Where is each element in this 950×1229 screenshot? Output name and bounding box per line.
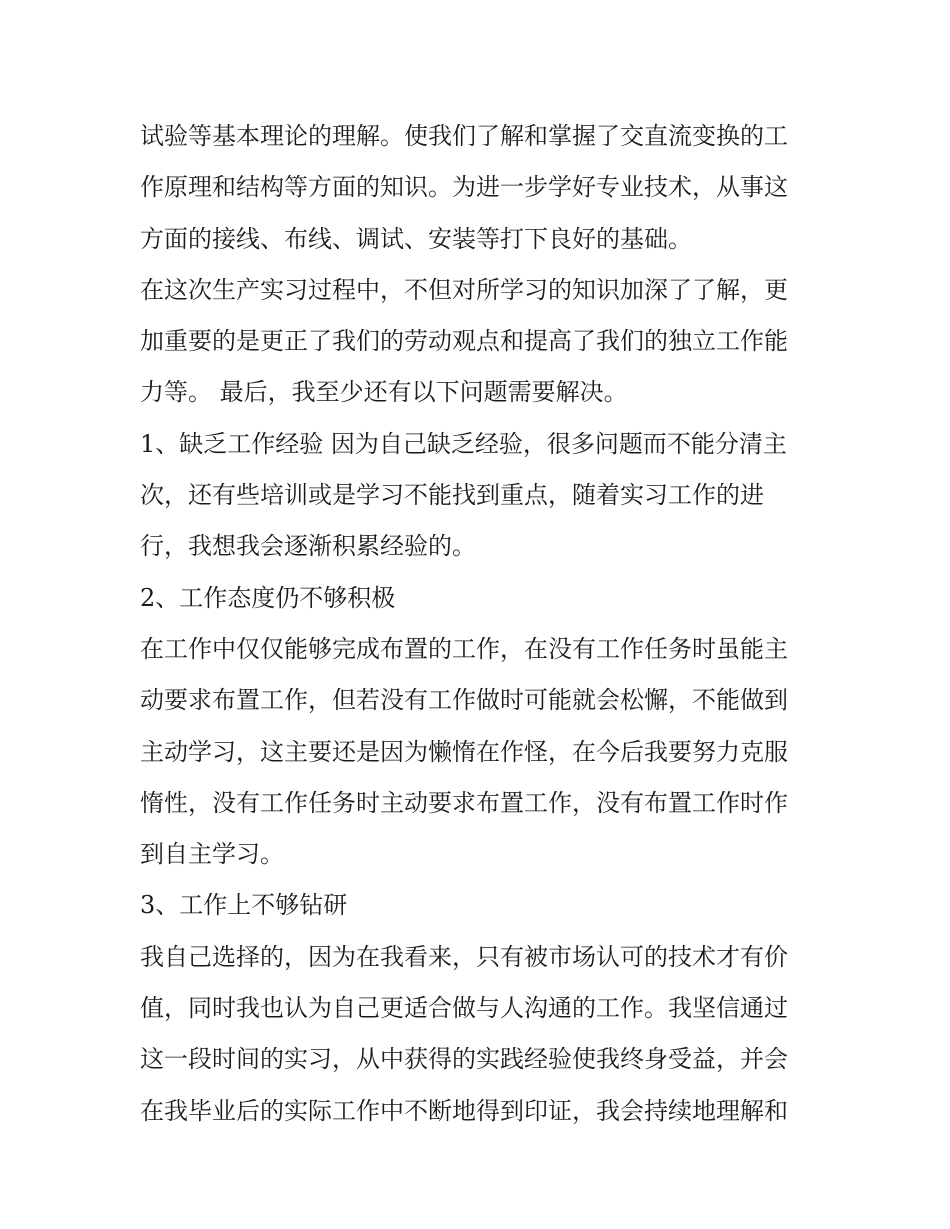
text-line: 加重要的是更正了我们的劳动观点和提高了我们的独立工作能 <box>140 327 788 356</box>
text-line: 动要求布置工作，但若没有工作做时可能就会松懈，不能做到 <box>140 686 788 715</box>
text-line: 方面的接线、布线、调试、安装等打下良好的基础。 <box>140 224 692 253</box>
list-item-heading: 3、工作上不够钻研 <box>140 891 348 920</box>
document-body <box>140 111 820 1137</box>
text-line: 值，同时我也认为自己更适合做与人沟通的工作。我坚信通过 <box>140 994 788 1023</box>
text-line: 主动学习，这主要还是因为懒惰在作怪，在今后我要努力克服 <box>140 737 788 766</box>
text-line: 这一段时间的实习，从中获得的实践经验使我终身受益，并会 <box>140 1045 788 1074</box>
text-line: 我自己选择的，因为在我看来，只有被市场认可的技术才有价 <box>140 942 788 971</box>
text-line: 惰性，没有工作任务时主动要求布置工作，没有布置工作时作 <box>140 788 788 817</box>
text-line: 在工作中仅仅能够完成布置的工作，在没有工作任务时虽能主 <box>140 634 788 663</box>
text-line: 在这次生产实习过程中，不但对所学习的知识加深了了解，更 <box>140 275 788 304</box>
text-line: 力等。 最后，我至少还有以下问题需要解决。 <box>140 378 628 407</box>
text-line: 试验等基本理论的理解。使我们了解和掌握了交直流变换的工 <box>140 122 788 150</box>
list-item-heading: 2、工作态度仍不够积极 <box>140 583 396 612</box>
text-line: 次，还有些培训或是学习不能找到重点，随着实习工作的进 <box>140 481 764 510</box>
text-line: 在我毕业后的实际工作中不断地得到印证，我会持续地理解和 <box>140 1096 788 1125</box>
list-item-heading: 1、缺乏工作经验 因为自己缺乏经验，很多问题而不能分清主 <box>140 429 787 458</box>
text-line: 作原理和结构等方面的知识。为进一步学好专业技术，从事这 <box>140 173 788 202</box>
text-line: 行，我想我会逐渐积累经验的。 <box>140 532 476 561</box>
text-line: 到自主学习。 <box>140 840 284 869</box>
